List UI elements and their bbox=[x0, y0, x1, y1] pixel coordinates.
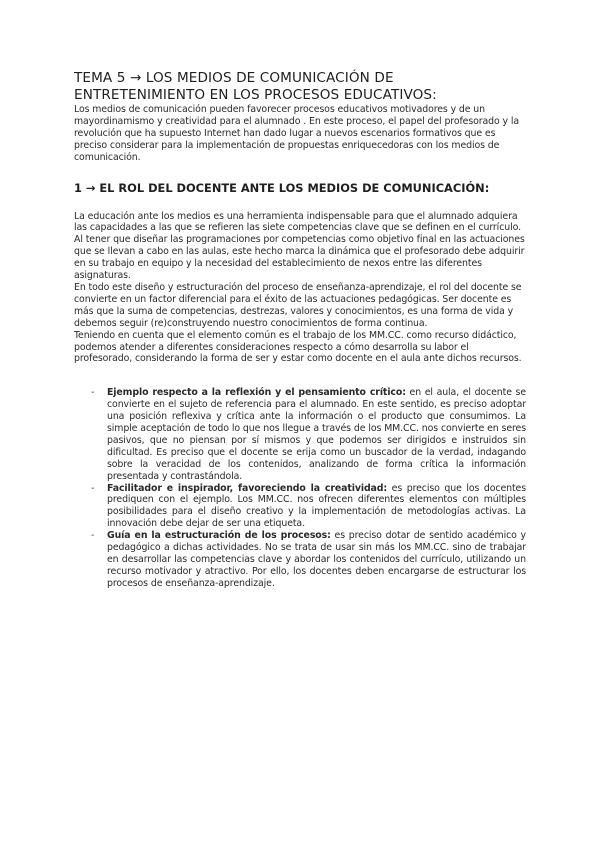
list-item bbox=[91, 530, 526, 590]
bullet-text: es preciso dotar de sentido académico y pedagógico a dichas actividades. No se trata de usar sin más los MM.CC. sino de trabajar en desarrollar las competencias clave y abordar los contenidos del currículo, utilizando un recurso motivador y atractivo. Por ello, los docentes deben encargarse de estructurar los procesos de enseñanza-aprendizaje. bbox=[107, 530, 526, 589]
bullet-marker: - bbox=[91, 387, 95, 399]
section-paragraph: La educación ante los medios es una herramienta indispensable para que el alumnado adquiera las capacidades a las que se refieren las siete competencias clave que se definen en el currículo. Al tener que diseñar las programaciones por competencias como objetivo final en las actuaciones que se llevan a cabo en las aulas, este hecho marca la dinámica que el profesorado debe adquirir en su trabajo en equipo y la necesidad del establecimiento de nexos entre las diferentes asignaturas. bbox=[74, 210, 525, 282]
section-body bbox=[74, 211, 526, 366]
bullet-text: es preciso que los docentes prediquen con el ejemplo. Los MM.CC. nos ofrecen diferentes elementos con múltiples posibilidades para el diseño creativo y la implementación de metodologías activas. La innovación debe dejar de ser una etiqueta. bbox=[107, 482, 526, 530]
bullet-paragraph bbox=[107, 387, 526, 482]
bullet-marker: - bbox=[91, 530, 95, 542]
list-item bbox=[91, 483, 526, 531]
bullet-text: en el aula, el docente se convierte en el sujeto de referencia para el alumnado. En este sentido, es preciso adoptar una posición reflexiva y crítica ante la información o el producto que consumimos. La simple aceptación de todo lo que nos llegue a través de los MM.CC. nos convierte en seres pasivos, que no piensan por sí mismos y que podemos ser dirigidos e instruidos sin dificultad. Es preciso que el docente se erija como un buscador de la verdad, indagando sobre la veracidad de los contenidos, analizando de forma crítica la información presentada y contrastándola. bbox=[107, 387, 526, 482]
bullet-marker: - bbox=[91, 482, 95, 494]
page-title: TEMA 5 → LOS MEDIOS DE COMUNICACIÓN DE ENTRETENIMIENTO EN LOS PROCESOS EDUCATIVOS: bbox=[74, 70, 437, 103]
section-paragraph: En todo este diseño y estructuración del proceso de enseñanza-aprendizaje, el rol del docente se convierte en un factor diferencial para el éxito de las actuaciones pedagógicas. Ser docente es más que la suma de competencias, destrezas, valores y conocimientos, es una forma de vida y debemos seguir (re)construyendo nuestro conocimientos de forma continua. bbox=[74, 281, 522, 329]
section-paragraph: Teniendo en cuenta que el elemento común es el trabajo de los MM.CC. como recurso didáctico, podemos atender a diferentes consideraciones respecto a cómo desarrolla su labor el profesorado, considerando la forma de ser y estar como docente en el aula ante dichos recursos. bbox=[74, 329, 522, 365]
bullet-list bbox=[74, 387, 526, 589]
bullet-title: Guía en la estructuración de los procesos: bbox=[107, 530, 331, 542]
bullet-paragraph bbox=[107, 483, 526, 531]
intro-paragraph: Los medios de comunicación pueden favorecer procesos educativos motivadores y de un mayordinamismo y creatividad para el alumnado . En este proceso, el papel del profesorado y la revolución que ha supuesto Internet han dado lugar a nuevos escenarios formativos que es preciso considerar para la implementación de propuestas enriquecedoras con los medios de comunicación. bbox=[74, 104, 520, 163]
list-item bbox=[91, 387, 526, 482]
bullet-title: Facilitador e inspirador, favoreciendo la creatividad: bbox=[107, 482, 388, 494]
bullet-title: Ejemplo respecto a la reflexión y el pensamiento crítico: bbox=[107, 387, 406, 399]
section-heading: 1 → EL ROL DEL DOCENTE ANTE LOS MEDIOS DE COMUNICACIÓN: bbox=[74, 180, 490, 195]
bullet-paragraph bbox=[107, 530, 526, 590]
